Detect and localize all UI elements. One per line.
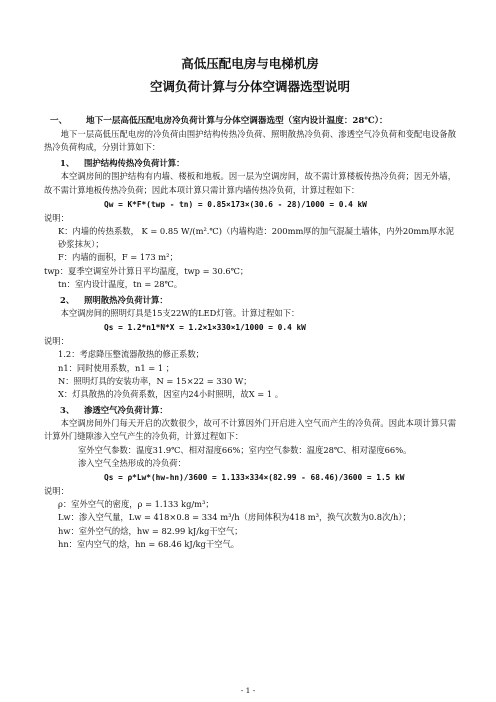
- note-n1: n1：同时使用系数，n1 = 1 ；: [58, 362, 175, 373]
- title-line-2: 空调负荷计算与分体空调器选型说明: [149, 79, 350, 94]
- subsection-heading-text: 围护结构传热冷负荷计算：: [84, 158, 185, 169]
- notes-label: 说明：: [44, 486, 69, 497]
- subsection-3-text: 本空调房间外门每天开启的次数很少，故可不计算因外门开启进入空气而产生的冷负荷。因此本项计算只需计算外门缝隙渗入空气产生的冷负荷，计算过程如下：: [44, 418, 456, 442]
- subsection-heading-1: [44, 156, 456, 170]
- note-twp: twp：夏季空调室外计算日平均温度，twp = 30.6℃；: [44, 265, 249, 276]
- section-intro: 地下一层高低压配电房的冷负荷由围护结构传热冷负荷、照明散热冷负荷、渗透空气冷负荷和变配电设备散热冷负荷构成，分别计算如下：: [44, 129, 456, 153]
- subsection-2-text: 本空调房间的照明灯具是15支22W的LED灯管。计算过程如下：: [60, 308, 300, 319]
- section-heading-text: 地下一层高低压配电房冷负荷计算与分体空调器选型（室内设计温度：28℃）：: [86, 116, 388, 126]
- note-rho: ρ：室外空气的密度，ρ = 1.133 kg/m³；: [58, 499, 214, 510]
- section-number: 一、: [50, 116, 68, 126]
- notes-label: 说明：: [44, 336, 69, 347]
- note-n: N：照明灯具的安装功率，N = 15×22 = 330 W；: [58, 375, 252, 386]
- subsection-1-text: 本空调房间的围护结构有内墙、楼板和地板。因一层为空调房间，故不需计算楼板传热冷负荷；因无外墙，故不需计算地板传热冷负荷；因此本项计算只需计算内墙传热冷负荷，计算过程如下：: [44, 171, 456, 195]
- subsection-heading-text: 渗透空气冷负荷计算：: [84, 405, 168, 416]
- subsection-number: 1、: [60, 158, 75, 169]
- air-parameters: 室外空气参数：温度31.9℃、相对湿度66%；室内空气参数：温度28℃、相对湿度66%。: [78, 444, 412, 455]
- note-f: F：内墙的面积，F = 173 m²；: [58, 252, 178, 263]
- subsection-heading-text: 照明散热冷负荷计算：: [84, 295, 168, 306]
- note-lw: Lw：渗入空气量，Lw = 418×0.8 = 334 m³/h（房间体积为418 m³，换气次数为0.8次/h）；: [58, 512, 411, 523]
- title-line-1: 高低压配电房与电梯机房: [181, 56, 319, 71]
- subsection-number: 3、: [60, 405, 75, 416]
- note-hn: hn：室内空气的焓，hn = 68.46 kJ/kg干空气。: [58, 538, 240, 549]
- note-k: K：内墙的传热系数， K = 0.85 W/(m².℃)（内墙构造：200mm厚的加气混凝土墙体，内外20mm厚水泥砂浆抹灰）；: [58, 226, 455, 250]
- subsection-heading-3: [44, 403, 456, 417]
- note-tn: tn：室内设计温度，tn = 28℃。: [58, 278, 183, 289]
- formula-infiltration-load: Qs = ρ*Lw*(hw-hn)/3600 = 1.133×334×(82.99 - 68.46)/3600 = 1.5 kW: [104, 473, 405, 483]
- note-hw: hw：室外空气的焓，hw = 82.99 kJ/kg干空气；: [58, 525, 243, 536]
- note-1-2: 1.2：考虑降压整流器散热的修正系数；: [58, 349, 204, 360]
- enthalpy-label: 渗入空气全热形成的冷负荷：: [78, 457, 186, 468]
- formula-wall-load: Qw = K*F*(twp - tn) = 0.85×173×(30.6 - 28)/1000 = 0.4 kW: [104, 199, 367, 209]
- notes-label: 说明：: [44, 212, 69, 223]
- note-x: X：灯具散热的冷负荷系数，因室内24小时照明，故X = 1 。: [58, 389, 284, 400]
- page-number: - 1 -: [240, 686, 256, 695]
- formula-lighting-load: Qs = 1.2*n1*N*X = 1.2×1×330×1/1000 = 0.4 kW: [104, 323, 306, 333]
- subsection-heading-2: [44, 293, 456, 307]
- subsection-number: 2、: [60, 295, 75, 306]
- section-heading-1: [44, 114, 456, 128]
